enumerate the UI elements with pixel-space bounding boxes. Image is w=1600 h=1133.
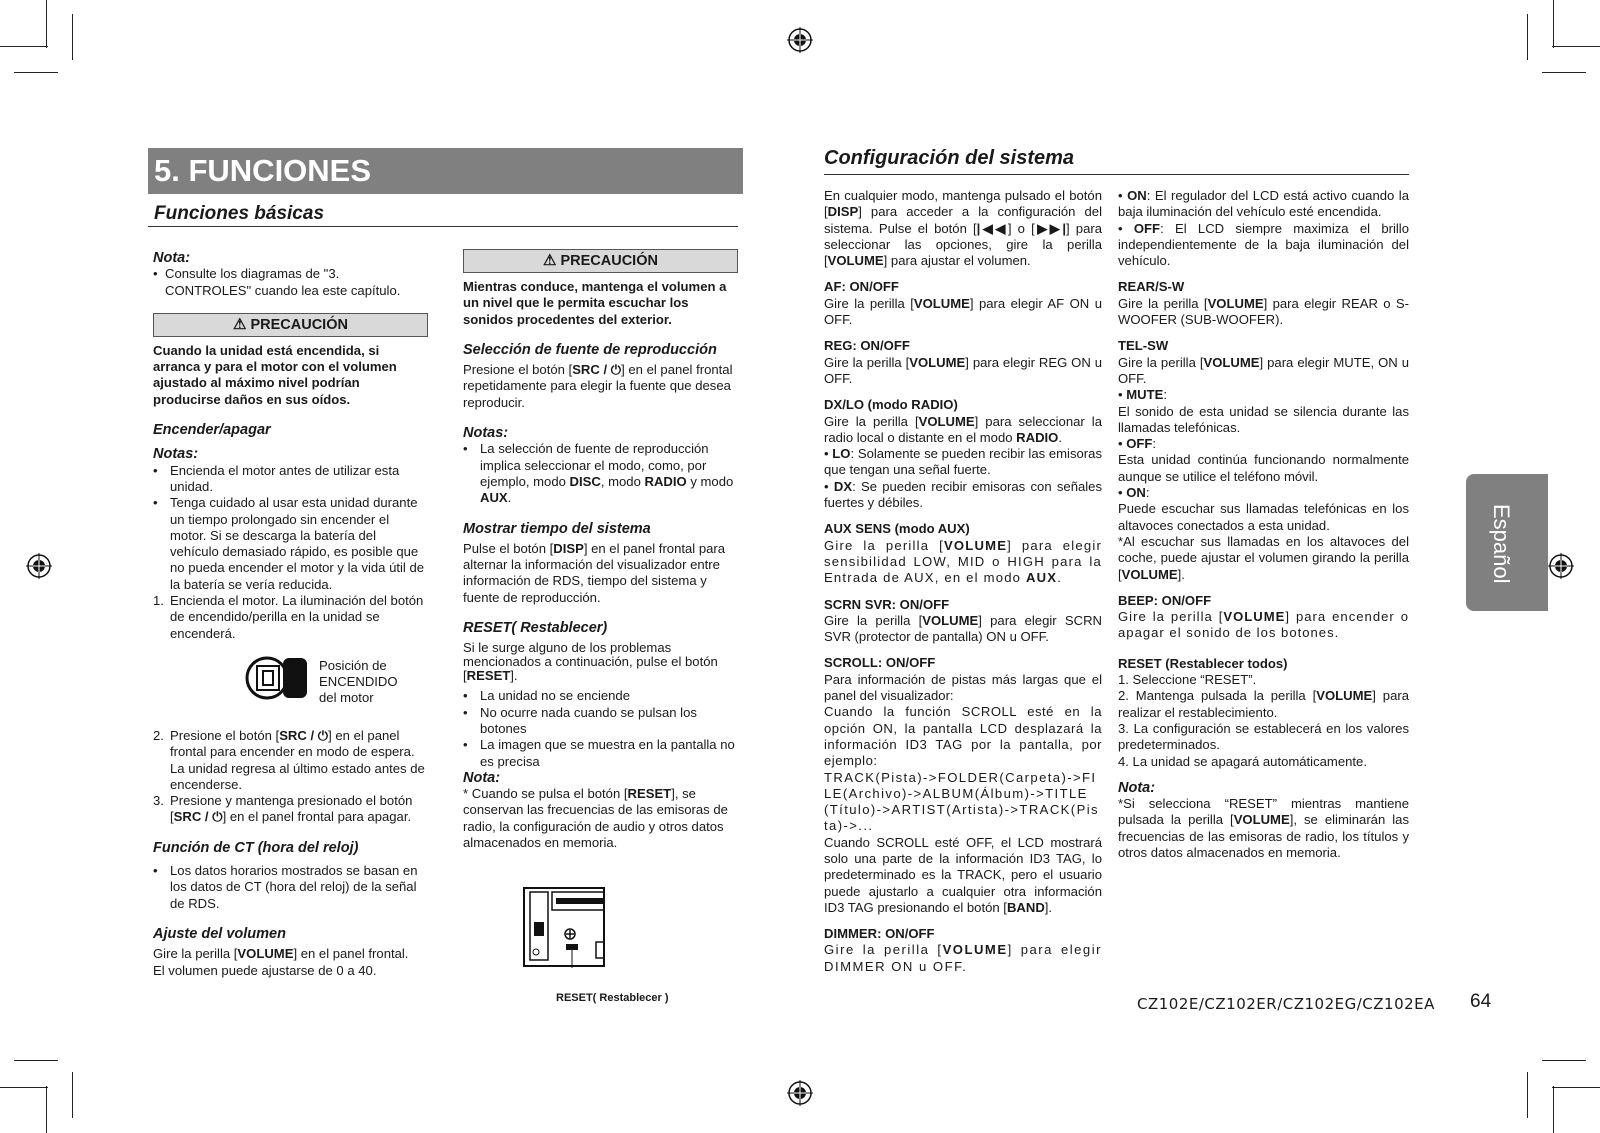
lo-text: • LO: Solamente se pueden recibir las emisoras que tengan una señal fuerte.	[824, 446, 1102, 478]
mute-text: El sonido de esta unidad se silencia durante las llamadas telefónicas.	[1118, 403, 1409, 435]
dx-text: Gire la perilla [VOLUME] para seleccionar la radio local o distante en el modo RADIO.	[824, 413, 1102, 445]
aux-heading: AUX SENS (modo AUX)	[824, 521, 970, 537]
registration-mark-icon	[26, 553, 52, 579]
scrn-heading: SCRN SVR: ON/OFF	[824, 596, 950, 612]
time-heading: Mostrar tiempo del sistema	[463, 520, 651, 537]
list-item: • La imagen que se muestra en la pantalla no es precisa	[463, 737, 738, 770]
off-option: • OFF:	[1118, 436, 1157, 452]
warning-icon: ⚠	[543, 252, 557, 269]
list-item: • La selección de fuente de reproducción implica seleccionar el modo, como, por ejemplo, modo DISC, modo RADIO y modo AUX.	[463, 441, 738, 506]
rear-text: Gire la perilla [VOLUME] para elegir REAR o S-WOOFER (SUB-WOOFER).	[1118, 295, 1409, 328]
notas-label: Notas:	[153, 446, 199, 463]
reset-note: * Cuando se pulsa el botón [RESET], se conservan las frecuencias de las emisoras de radio, la configuración de audio y otros datos almacenados en memoria.	[463, 786, 728, 851]
caution-box: ⚠ PRECAUCIÓN	[153, 313, 428, 337]
registration-mark-icon	[1548, 553, 1574, 579]
rear-heading: REAR/S-W	[1118, 279, 1185, 295]
column-1	[153, 250, 428, 979]
power-heading: Encender/apagar	[153, 422, 271, 439]
nota-label: Nota:	[153, 250, 191, 266]
dx-option-text: • DX: Se pueden recibir emisoras con señales fuertes y débiles.	[824, 478, 1102, 511]
tel-heading: TEL-SW	[1118, 338, 1169, 354]
column-3	[824, 188, 1102, 975]
tel-text: Gire la perilla [VOLUME] para elegir MUTE, ON u OFF.	[1118, 354, 1409, 386]
previous-icon: |◀◀	[976, 220, 1008, 236]
column-2	[463, 249, 738, 851]
scroll-text: Para información de pistas más largas que el panel del visualizador:	[824, 671, 1102, 704]
warning-icon: ⚠	[233, 315, 247, 333]
list-item: • Consulte los diagramas de "3. CONTROLES" cuando lea este capítulo.	[153, 266, 428, 299]
heading-rule	[824, 174, 1409, 175]
ignition-figure	[153, 642, 428, 728]
on-option: • ON: El regulador del LCD está activo cuando la baja iluminación del vehículo esté encendida.	[1118, 188, 1409, 220]
section-title: 5. FUNCIONES	[154, 153, 372, 188]
list-item: • Tenga cuidado al usar esta unidad durante un tiempo prolongado sin encender el motor. Si se descarga la batería del vehículo demasiado rápido, es posible que no pueda encender el motor y la vida útil de la batería se vería reducida.	[153, 495, 428, 593]
reset-step: 4. La unidad se apagará automáticamente.	[1118, 753, 1367, 769]
registration-mark-icon	[787, 1080, 813, 1106]
af-heading: AF: ON/OFF	[824, 279, 899, 295]
ct-heading: Función de CT (hora del reloj)	[153, 839, 359, 856]
volume-heading: Ajuste del volumen	[153, 925, 286, 942]
system-config-heading: Configuración del sistema	[824, 147, 1075, 169]
reset-heading: RESET( Restablecer)	[463, 620, 608, 637]
caution-text: Cuando la unidad está encendida, si arranca y para el motor con el volumen ajustado al máximo nivel podrían producirse daños en sus oídos.	[153, 342, 397, 407]
list-item: • Los datos horarios mostrados se basan en los datos de CT (hora del reloj) de la señal de RDS.	[153, 863, 428, 912]
reg-heading: REG: ON/OFF	[824, 338, 910, 354]
caution-text: Mientras conduce, mantenga el volumen a un nivel que le permita escuchar los sonidos procedentes del exterior.	[463, 279, 727, 327]
nota-label: Nota:	[463, 769, 501, 786]
dx-heading: DX/LO (modo RADIO)	[824, 397, 958, 413]
language-tab-label: Español	[1489, 504, 1514, 584]
reg-text: Gire la perilla [VOLUME] para elegir REG ON u OFF.	[824, 354, 1102, 386]
beep-heading: BEEP: ON/OFF	[1118, 592, 1212, 608]
aux-text: Gire la perilla [VOLUME] para elegir sensibilidad LOW, MID o HIGH para la Entrada de AUX, en el modo AUX.	[824, 537, 1103, 586]
registration-mark-icon	[787, 27, 813, 53]
page-number: 64	[1470, 991, 1492, 1012]
reset-step: 3. La configuración se establecerá en los valores predeterminados.	[1118, 720, 1409, 753]
basic-functions-heading: Funciones básicas	[154, 203, 325, 224]
reset-step: 2. Mantenga pulsada la perilla [VOLUME] para realizar el restablecimiento.	[1118, 688, 1410, 720]
list-item: • Encienda el motor antes de utilizar esta unidad.	[153, 463, 428, 496]
reset-step: 1. Seleccione “RESET”.	[1118, 672, 1257, 688]
ignition-key-icon	[245, 656, 309, 700]
reset-note: *Si selecciona “RESET” mientras mantiene pulsada la perilla [VOLUME], se eliminarán las frecuencias de las emisoras de radio, los títulos y otros datos almacenados en memoria.	[1118, 796, 1409, 860]
mute-option: • MUTE:	[1118, 387, 1167, 403]
list-item: 1. Encienda el motor. La iluminación del botón de encendido/perilla en la unidad se encenderá.	[153, 593, 424, 641]
reset-caption: RESET( Restablecer )	[556, 992, 669, 1004]
volume-text: Gire la perilla [VOLUME] en el panel frontal. El volumen puede ajustarse de 0 a 40.	[153, 946, 409, 978]
off-text: Esta unidad continúa funcionando normalmente aunque se utilice el teléfono móvil.	[1118, 452, 1409, 484]
heading-rule	[148, 226, 738, 227]
caution-box: ⚠ PRECAUCIÓN	[463, 249, 738, 273]
reset-all-heading: RESET (Restablecer todos)	[1118, 655, 1288, 671]
beep-text: Gire la perilla [VOLUME] para encender o apagar el sonido de los botones.	[1118, 609, 1409, 641]
language-tab	[1466, 474, 1548, 611]
list-item: 3. Presione y mantenga presionado el botón [SRC / ⏻] en el panel frontal para apagar.	[153, 793, 413, 825]
figure-caption: Posición de	[319, 657, 387, 673]
car-note: *Al escuchar sus llamadas en los altavoces del coche, puede ajustar el volumen girando la perilla [VOLUME].	[1118, 533, 1409, 582]
figure-caption: ENCENDIDO	[319, 673, 398, 689]
column-4	[1118, 188, 1409, 861]
list-item: • No ocurre nada cuando se pulsan los botones	[463, 705, 738, 738]
on-text: Puede escuchar sus llamadas telefónicas en los altavoces conectados a esta unidad.	[1118, 501, 1409, 533]
list-item: 2. Presione el botón [SRC / ⏻] en el panel frontal para encender en modo de espera. La unidad regresa al último estado antes de encenderse.	[153, 727, 425, 792]
dimmer-text: Gire la perilla [VOLUME] para elegir DIMMER ON u OFF.	[824, 942, 1102, 974]
dimmer-heading: DIMMER: ON/OFF	[824, 926, 935, 942]
scroll-text: Cuando SCROLL esté OFF, el LCD mostrará solo una parte de la información ID3 TAG, lo predeterminado es la TRACK, pero el usuario puede ajustarlo a cualquier otra información ID3 TAG presionando el botón [BAND].	[824, 834, 1102, 915]
reset-button-figure	[522, 886, 606, 968]
section-title-bar	[148, 148, 743, 194]
footer-model: CZ102E/CZ102ER/CZ102EG/CZ102EA	[1137, 995, 1435, 1013]
scroll-example: TRACK(Pista)->FOLDER(Carpeta)->FILE(Archivo)->ALBUM(Álbum)->TITLE(Título)->ARTIST(Artista)->TRACK(Pista)->...	[824, 769, 1099, 834]
next-icon: ▶▶|	[1034, 220, 1067, 236]
off-option: • OFF: El LCD siempre maximiza el brillo independientemente de la baja iluminación del vehículo.	[1118, 220, 1409, 269]
notas-label: Notas:	[463, 425, 509, 442]
figure-caption: del motor	[319, 689, 374, 705]
source-text: Presione el botón [SRC / ⏻] en el panel frontal repetidamente para elegir la fuente que desea reproducir.	[463, 362, 733, 410]
on-option: • ON:	[1118, 485, 1150, 501]
scrn-text: Gire la perilla [VOLUME] para elegir SCRN SVR (protector de pantalla) ON u OFF.	[824, 612, 1102, 645]
nota-label: Nota:	[1118, 779, 1156, 796]
scroll-heading: SCROLL: ON/OFF	[824, 655, 936, 671]
af-text: Gire la perilla [VOLUME] para elegir AF ON u OFF.	[824, 295, 1102, 328]
time-text: Pulse el botón [DISP] en el panel frontal para alternar la información del visualizador entre información de RDS, tiempo del sistema y fuente de reproducción.	[463, 540, 726, 605]
list-item: • La unidad no se enciende	[463, 688, 738, 704]
reset-text: Si le surge alguno de los problemas mencionados a continuación, pulse el botón [RESET].	[463, 640, 718, 684]
intro-text: En cualquier modo, mantenga pulsado el botón [DISP] para acceder a la configuración del sistema. Pulse el botón [|◀◀] o [▶▶|] para seleccionar las opciones, gire la perilla [VOLUME] para ajustar el volumen.	[824, 188, 1102, 269]
source-heading: Selección de fuente de reproducción	[463, 341, 717, 358]
scroll-text: Cuando la función SCROLL esté en la opción ON, la pantalla LCD desplazará la información ID3 TAG por la pantalla, por ejemplo:	[824, 704, 1102, 769]
